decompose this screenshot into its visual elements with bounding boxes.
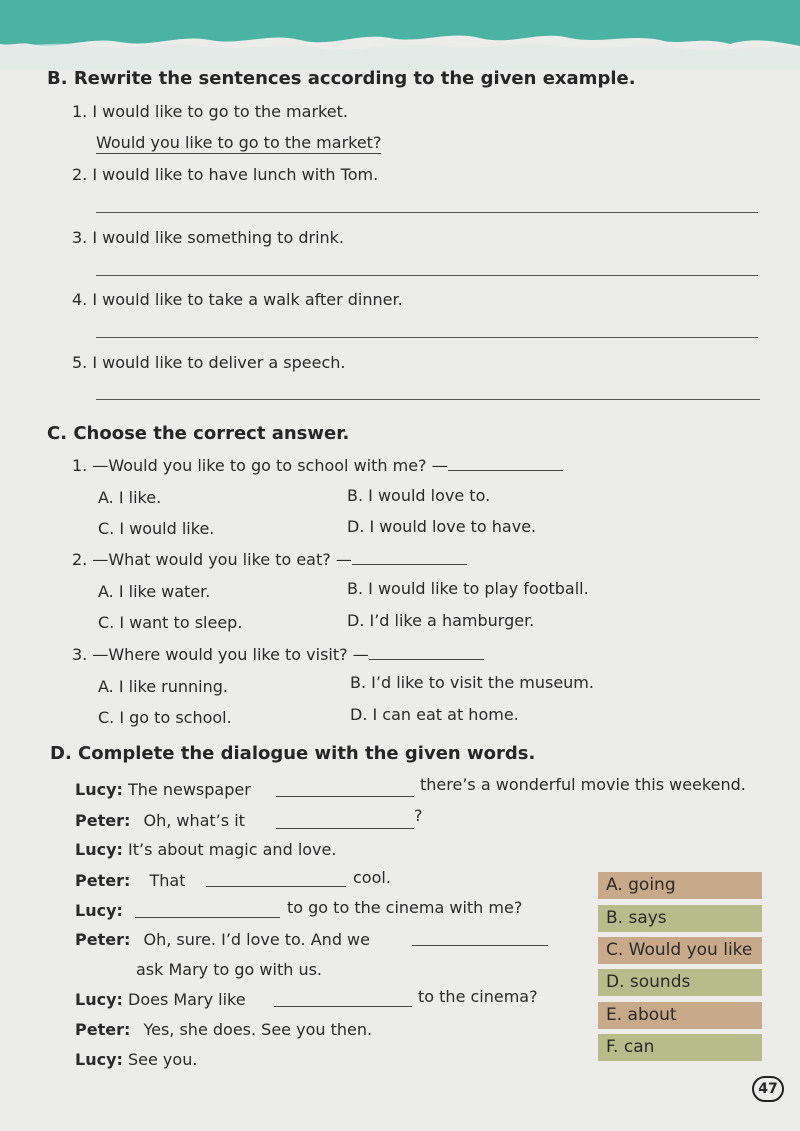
c-q3-text: —Where would you like to visit? — xyxy=(92,645,369,664)
b-item-4-num: 4. xyxy=(72,290,88,309)
dialogue-blank-6[interactable] xyxy=(274,992,412,1007)
dialogue-line-9 xyxy=(75,1050,197,1069)
dialogue-text: That xyxy=(149,871,186,890)
b-item-1-num: 1. xyxy=(72,102,88,121)
c-q3-num: 3. xyxy=(72,645,88,664)
speaker-label: Lucy: xyxy=(75,1050,123,1069)
dialogue-text: to the cinema? xyxy=(418,987,538,1006)
c-q2-num: 2. xyxy=(72,550,88,569)
dialogue-line-7 xyxy=(75,990,246,1009)
dialogue-text: Oh, what’s it xyxy=(143,811,245,830)
dialogue-blank-5[interactable] xyxy=(412,931,548,946)
c-q2-blank[interactable] xyxy=(352,550,467,565)
dialogue-line-5 xyxy=(75,901,123,920)
section-b-title: B. Rewrite the sentences according to the given example. xyxy=(47,68,636,89)
speaker-label: Lucy: xyxy=(75,840,123,859)
c-q1-option-c[interactable]: C. I would like. xyxy=(98,519,215,538)
c-q2-option-c[interactable]: C. I want to sleep. xyxy=(98,613,243,632)
c-q1-num: 1. xyxy=(72,456,88,475)
dialogue-text: ? xyxy=(414,806,423,825)
c-q2-option-b[interactable]: B. I would like to play football. xyxy=(347,579,589,598)
dialogue-line-2 xyxy=(75,811,245,830)
c-question-2 xyxy=(72,550,467,569)
b-answer-line-3[interactable] xyxy=(96,275,758,276)
c-q1-option-a[interactable]: A. I like. xyxy=(98,488,162,507)
b-item-2-num: 2. xyxy=(72,165,88,184)
c-q3-option-c[interactable]: C. I go to school. xyxy=(98,708,232,727)
b-item-5 xyxy=(72,353,346,372)
dialogue-blank-3[interactable] xyxy=(206,872,346,887)
option-f[interactable]: F. can xyxy=(598,1034,762,1061)
dialogue-text: It’s about magic and love. xyxy=(128,840,337,859)
dialogue-blank-1[interactable] xyxy=(276,782,414,797)
dialogue-text: The newspaper xyxy=(128,780,251,799)
b-answer-line-4[interactable] xyxy=(96,337,758,338)
section-d-title: D. Complete the dialogue with the given words. xyxy=(50,743,536,764)
speaker-label: Peter: xyxy=(75,811,131,830)
dialogue-text: to go to the cinema with me? xyxy=(287,898,523,917)
c-question-3 xyxy=(72,645,484,664)
dialogue-line-6 xyxy=(75,930,370,949)
c-q1-text: —Would you like to go to school with me? — xyxy=(92,456,448,475)
c-q2-option-d[interactable]: D. I’d like a hamburger. xyxy=(347,611,535,630)
b-example-answer: Would you like to go to the market? xyxy=(96,133,382,152)
b-item-1-text: I would like to go to the market. xyxy=(92,102,348,121)
c-q3-blank[interactable] xyxy=(369,645,484,660)
dialogue-blank-2[interactable] xyxy=(276,814,414,829)
dialogue-text: Oh, sure. I’d love to. And we xyxy=(143,930,370,949)
b-item-4 xyxy=(72,290,403,309)
c-q3-option-b[interactable]: B. I’d like to visit the museum. xyxy=(350,673,594,692)
option-a[interactable]: A. going xyxy=(598,872,762,899)
option-c[interactable]: C. Would you like xyxy=(598,937,762,964)
option-d[interactable]: D. sounds xyxy=(598,969,762,996)
b-item-3-num: 3. xyxy=(72,228,88,247)
dialogue-text: cool. xyxy=(353,868,391,887)
speaker-label: Peter: xyxy=(75,930,131,949)
speaker-label: Peter: xyxy=(75,1020,131,1039)
option-e[interactable]: E. about xyxy=(598,1002,762,1029)
dialogue-text: Does Mary like xyxy=(128,990,246,1009)
b-item-2-text: I would like to have lunch with Tom. xyxy=(92,165,379,184)
c-q2-text: —What would you like to eat? — xyxy=(92,550,352,569)
b-item-1 xyxy=(72,102,348,121)
dialogue-text: See you. xyxy=(128,1050,198,1069)
dialogue-line-1 xyxy=(75,780,251,799)
b-item-3-text: I would like something to drink. xyxy=(92,228,344,247)
c-q3-option-d[interactable]: D. I can eat at home. xyxy=(350,705,519,724)
dialogue-line-3 xyxy=(75,840,336,859)
dialogue-text: ask Mary to go with us. xyxy=(136,960,323,979)
speaker-label: Peter: xyxy=(75,871,131,890)
b-answer-line-2[interactable] xyxy=(96,212,758,213)
speaker-label: Lucy: xyxy=(75,901,123,920)
c-question-1 xyxy=(72,456,563,475)
b-answer-line-5[interactable] xyxy=(96,399,760,400)
c-q1-blank[interactable] xyxy=(448,456,563,471)
dialogue-line-4 xyxy=(75,871,185,890)
dialogue-line-8 xyxy=(75,1020,372,1039)
option-b[interactable]: B. says xyxy=(598,905,762,932)
speaker-label: Lucy: xyxy=(75,780,123,799)
speaker-label: Lucy: xyxy=(75,990,123,1009)
c-q3-option-a[interactable]: A. I like running. xyxy=(98,677,228,696)
c-q1-option-b[interactable]: B. I would love to. xyxy=(347,486,491,505)
page-number: 47 xyxy=(752,1076,784,1102)
dialogue-text: Yes, she does. See you then. xyxy=(143,1020,373,1039)
dialogue-text: there’s a wonderful movie this weekend. xyxy=(420,775,746,794)
b-item-5-text: I would like to deliver a speech. xyxy=(92,353,346,372)
b-item-3 xyxy=(72,228,344,247)
c-q2-option-a[interactable]: A. I like water. xyxy=(98,582,211,601)
header-band xyxy=(0,0,800,70)
section-c-title: C. Choose the correct answer. xyxy=(47,423,350,444)
b-item-2 xyxy=(72,165,378,184)
b-item-5-num: 5. xyxy=(72,353,88,372)
b-item-4-text: I would like to take a walk after dinner. xyxy=(92,290,403,309)
dialogue-blank-4[interactable] xyxy=(135,903,280,918)
c-q1-option-d[interactable]: D. I would love to have. xyxy=(347,517,537,536)
